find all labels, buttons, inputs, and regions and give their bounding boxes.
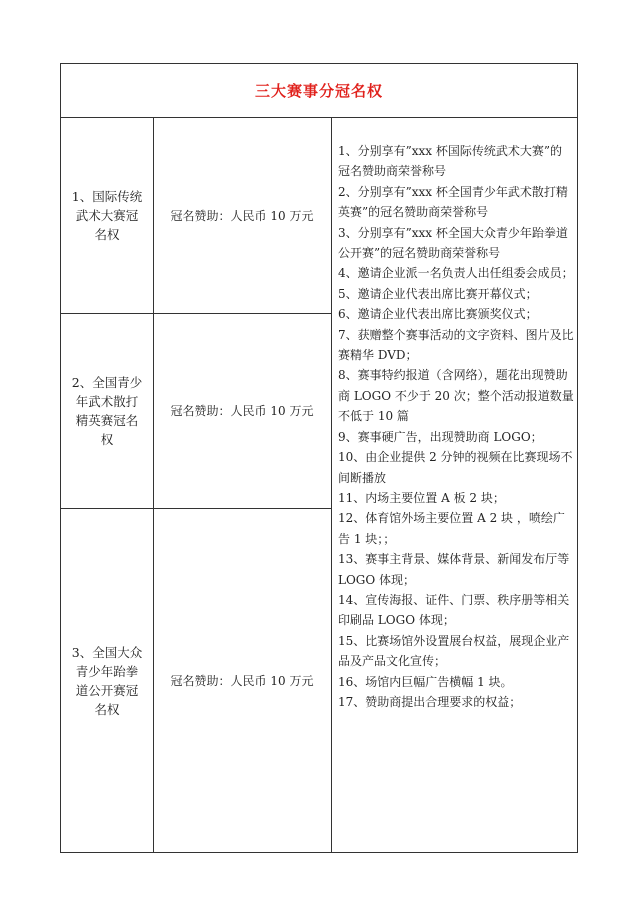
table-title: 三大赛事分冠名权 [254, 82, 383, 100]
rights-item: 17、赞助商提出合理要求的权益； [338, 694, 522, 709]
rights-item: 14、宣传海报、证件、门票、秩序册等相关印刷品 LOGO 体现； [338, 592, 570, 628]
naming-right-name: 1、国际传统武术大赛冠名权 [71, 189, 143, 242]
sponsorship-amount: 冠名赞助：人民币 10 万元 [170, 209, 314, 223]
naming-right-name: 3、全国大众青少年跆拳道公开赛冠名权 [71, 644, 143, 717]
sponsor-rights-list [338, 141, 574, 712]
rights-item: 15、比赛场馆外设置展台权益，展现企业产品及产品文化宣传； [338, 633, 570, 669]
rights-item: 6、邀请企业代表出席比赛颁奖仪式； [338, 307, 538, 322]
rights-item: 13、赛事主背景、媒体背景、新闻发布厅等 LOGO 体现； [338, 552, 570, 587]
rights-item: 11、内场主要位置 A 板 2 块； [338, 490, 505, 505]
rights-item: 9、赛事硬广告，出现赞助商 LOGO； [338, 429, 543, 444]
rights-item: 10、由企业提供 2 分钟的视频在比赛现场不间断播放 [338, 450, 573, 485]
table-body [60, 118, 578, 853]
rights-item: 1、分别享有”xxx 杯国际传统武术大赛”的冠名赞助商荣誉称号 [338, 144, 563, 179]
column-divider [331, 118, 332, 852]
table-title-row [60, 63, 578, 118]
sponsorship-amount: 冠名赞助：人民币 10 万元 [170, 404, 314, 418]
naming-right-name: 2、全国青少年武术散打精英赛冠名权 [71, 374, 143, 447]
rights-item: 4、邀请企业派一名负责人出任组委会成员； [338, 266, 574, 281]
sponsorship-table [60, 63, 579, 853]
rights-item: 3、分别享有”xxx 杯全国大众青少年跆拳道公开赛”的冠名赞助商荣誉称号 [338, 225, 568, 261]
rights-item: 7、获赠整个赛事活动的文字资料、图片及比赛精华 DVD； [338, 327, 574, 363]
rights-item: 16、场馆内巨幅广告横幅 1 块。 [338, 674, 513, 689]
sponsorship-amount: 冠名赞助：人民币 10 万元 [170, 674, 314, 688]
rights-item: 12、体育馆外场主要位置 A 2 块 ，喷绘广告 1 块；； [338, 511, 565, 546]
rights-item: 5、邀请企业代表出席比赛开幕仪式； [338, 286, 538, 301]
rights-item: 2、分别享有”xxx 杯全国青少年武术散打精英赛”的冠名赞助商荣誉称号 [338, 184, 568, 220]
rights-item: 8、赛事特约报道（含网络），题花出现赞助商 LOGO 不少于 20 次；整个活动报道数量不低于 10 篇 [338, 368, 574, 424]
